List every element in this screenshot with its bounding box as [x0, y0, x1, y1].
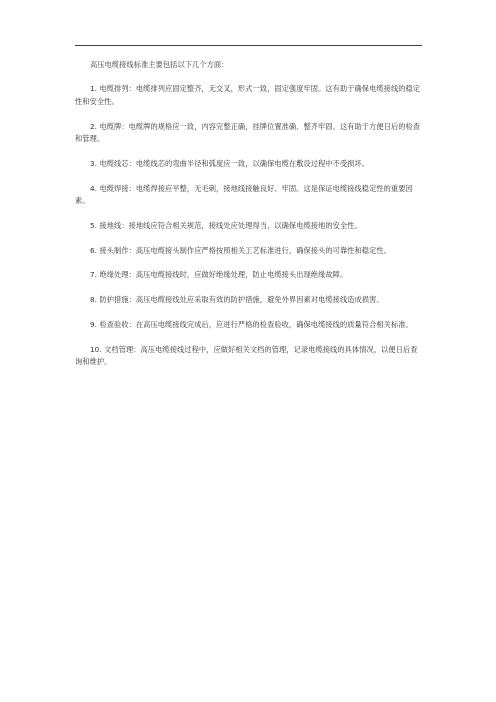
- item-number: 5.: [90, 220, 98, 230]
- list-item: [75, 121, 422, 146]
- item-text: 绝缘处理：高压电缆接线时，应做好绝缘处理，防止电缆接头出现绝缘故障。: [99, 270, 348, 280]
- list-item: [75, 83, 422, 108]
- item-text: 接地线：接地线应符合相关规范，接线处应处理得当，以确保电缆接地的安全性。: [99, 220, 362, 230]
- item-number: 1.: [90, 84, 98, 94]
- list-item: [75, 294, 422, 306]
- item-number: 8.: [90, 295, 98, 305]
- item-text: 电缆排列：电缆排列应固定整齐，无交叉，形式一致，固定强度牢固。这有助于确保电缆接线的稳定性和安全性。: [75, 84, 421, 106]
- item-text: 文档管理：高压电缆接线过程中，应做好相关文档的管理，记录电缆接线的具体情况，以便日后查询和维护。: [75, 344, 418, 367]
- item-number: 10.: [90, 344, 102, 354]
- item-text: 电缆牌：电缆牌的规格应一致，内容完整正确，挂牌位置准确、整齐牢固。这有助于方便日后的检查和管理。: [75, 121, 421, 144]
- list-item: [75, 319, 422, 331]
- item-text: 防护措施：高压电缆接线处应采取有效的防护措施，避免外界因素对电缆接线造成损害。: [99, 295, 384, 305]
- header-rule: [75, 45, 422, 46]
- list-item: [75, 344, 422, 369]
- item-number: 9.: [90, 320, 98, 329]
- item-number: 3.: [90, 158, 98, 168]
- item-number: 6.: [90, 245, 98, 255]
- item-number: 7.: [90, 270, 98, 280]
- item-text: 电缆焊接：电缆焊接应平整，无毛刺，接地线接触良好、牢固。这是保证电缆接线稳定性的重要因素。: [75, 183, 413, 206]
- document-body: [75, 59, 422, 381]
- list-item: [75, 220, 422, 232]
- list-item: [75, 245, 422, 257]
- list-item: [75, 183, 422, 208]
- item-text: 检查验收：在高压电缆接线完成后，应进行严格的检查验收，确保电缆接线的质量符合相关标准。: [99, 320, 413, 329]
- list-item: [75, 158, 422, 170]
- item-text: 接头制作：高压电缆接头制作应严格按照相关工艺标准进行，确保接头的可靠性和稳定性。: [99, 245, 391, 255]
- list-item: [75, 269, 422, 281]
- item-number: 2.: [90, 121, 98, 131]
- item-number: 4.: [90, 183, 98, 193]
- item-text: 电缆线芯：电缆线芯的弯曲半径和弧度应一致，以确保电缆在敷设过程中不受损坏。: [99, 158, 370, 168]
- intro-paragraph: 高压电缆接线标准主要包括以下几个方面：: [90, 60, 229, 69]
